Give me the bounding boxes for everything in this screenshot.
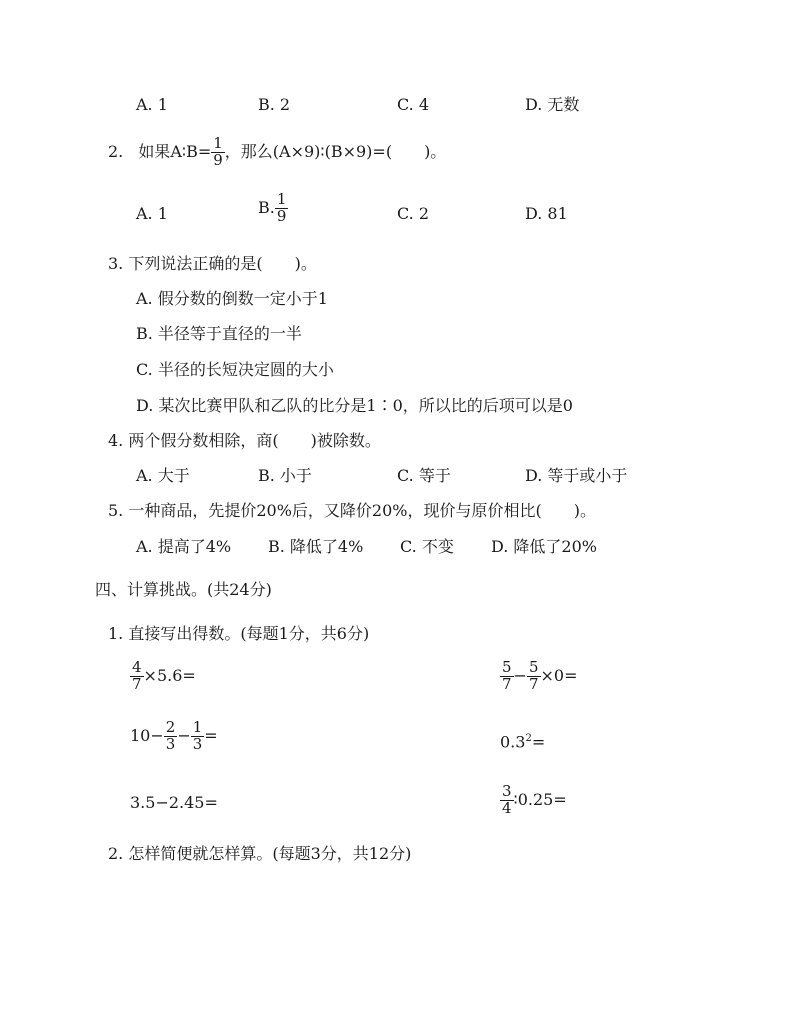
q3-option-a: A. 假分数的倒数一定小于1 [136, 289, 328, 308]
q5-stem: 5. 一种商品，先提价20%后，又降价20%，现价与原价相比( )。 [108, 501, 596, 520]
q2-option-b-fraction [275, 192, 289, 225]
q3-option-b: B. 半径等于直径的一半 [136, 324, 302, 343]
q2-stem [108, 136, 446, 169]
q3-option-c: C. 半径的长短决定圆的大小 [136, 360, 334, 379]
calc-6-num: 3 [502, 782, 512, 800]
calc-expression-1 [130, 660, 196, 693]
calc-2-den-1: 3 [165, 734, 176, 753]
calc-2-fraction-2 [191, 720, 205, 753]
calc-5-base: 0.3 [500, 732, 526, 752]
q3-option-d: D. 某次比赛甲队和乙队的比分是1∶0，所以比的后项可以是0 [136, 396, 573, 415]
calc-4-num-1: 5 [502, 658, 512, 676]
q2-option-b-den: 9 [276, 206, 287, 225]
calc-2-den-2: 3 [192, 734, 203, 753]
calc-6-rest: ∶0.25= [513, 789, 567, 809]
q2-option-b-prefix: B. [258, 197, 275, 217]
q4-option-d: D. 等于或小于 [525, 466, 628, 485]
q5-option-d: D. 降低了20% [491, 537, 597, 556]
calc-4-den-1: 7 [502, 674, 512, 693]
q2-option-b [258, 192, 288, 225]
calc-4-fraction-2 [527, 660, 541, 693]
calc-5-exponent: 2 [525, 733, 532, 744]
calc-6-fraction [500, 784, 514, 817]
calc-4-minus: − [513, 665, 527, 685]
q3-stem: 3. 下列说法正确的是( )。 [108, 254, 317, 273]
calc-2-rest: = [204, 725, 218, 745]
q4-option-a: A. 大于 [136, 466, 190, 485]
calc-5-rest: = [531, 732, 546, 752]
calc-2-lead: 10− [130, 725, 164, 745]
calc-expression-3: 3.5−2.45= [130, 793, 218, 812]
calc-4-den-2: 7 [528, 674, 539, 693]
q2-fraction-num: 1 [213, 134, 223, 152]
q2-option-d: D. 81 [525, 204, 568, 223]
q2-fraction [211, 136, 225, 169]
calc-1-den: 7 [132, 674, 142, 693]
q2-option-a: A. 1 [136, 204, 168, 223]
q2-prefix: 如果A∶B= [138, 141, 212, 161]
q1-option-c: C. 4 [397, 95, 430, 114]
calc-6-den: 4 [502, 798, 512, 817]
section-4-sub1: 1. 直接写出得数。(每题1分，共6分) [108, 624, 370, 643]
q4-stem: 4. 两个假分数相除，商( )被除数。 [108, 431, 381, 450]
section-4-heading: 四、计算挑战。(共24分) [95, 580, 272, 599]
section-4-sub2: 2. 怎样简便就怎样算。(每题3分，共12分) [108, 844, 412, 863]
calc-2-num-1: 2 [165, 718, 176, 736]
calc-1-num: 4 [132, 658, 142, 676]
calc-4-num-2: 5 [528, 658, 539, 676]
q2-option-b-num: 1 [276, 190, 287, 208]
calc-expression-4 [500, 660, 578, 693]
calc-1-fraction [130, 660, 144, 693]
q2-suffix: ，那么(A×9)∶(B×9)=( )。 [224, 141, 447, 161]
calc-expression-6 [500, 784, 567, 817]
q1-option-d: D. 无数 [525, 95, 580, 114]
q4-option-b: B. 小于 [258, 466, 312, 485]
calc-expression-5 [500, 734, 545, 750]
calc-2-minus: − [177, 725, 191, 745]
calc-1-rest: ×5.6= [143, 665, 196, 685]
q2-fraction-den: 9 [213, 150, 223, 169]
calc-4-rest: ×0= [540, 665, 578, 685]
calc-4-fraction-1 [500, 660, 514, 693]
q1-option-b: B. 2 [258, 95, 291, 114]
q2-option-c: C. 2 [397, 204, 430, 223]
q5-option-c: C. 不变 [400, 537, 454, 556]
q2-number: 2. [108, 141, 124, 161]
calc-2-num-2: 1 [192, 718, 203, 736]
calc-expression-2 [130, 720, 218, 753]
q4-option-c: C. 等于 [397, 466, 451, 485]
q5-option-a: A. 提高了4% [136, 537, 232, 556]
calc-2-fraction-1 [164, 720, 178, 753]
q5-option-b: B. 降低了4% [268, 537, 364, 556]
q1-option-a: A. 1 [136, 95, 168, 114]
